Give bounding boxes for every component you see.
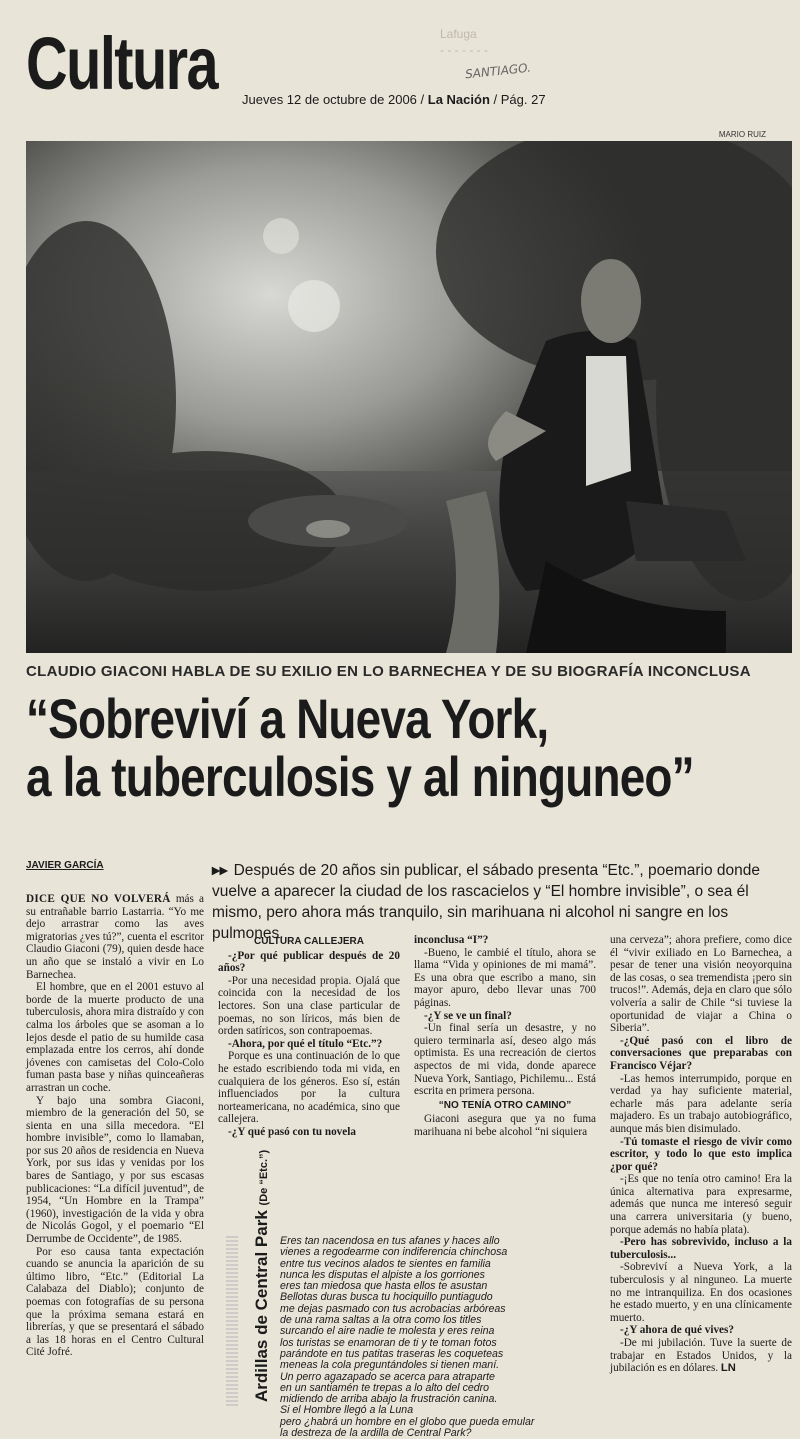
question: inconclusa “I”? <box>414 934 489 946</box>
headline-line-2: a la tuberculosis y al ninguneo” <box>26 745 694 808</box>
paragraph: Por eso causa tanta expectación cuando se anuncia la aparición de su último libro, “Etc.” (Editorial La Calabaza del Diablo); conjunto de poemas con fotografías de su persona que la próxima semana estará en librerías, y que se presentará el sábado a las 18 horas en el Centro Cultural Cité Jofré. <box>26 1245 204 1359</box>
dateline: Jueves 12 de octubre de 2006 / La Nación / Pág. 27 <box>242 92 546 107</box>
deck-text: Después de 20 años sin publicar, el sábado presenta “Etc.”, poemario donde vuelve a aparecer la ciudad de los rascacielos y “El hombre invisible”, o sea él mismo, pero ahora más tranquilo, sin marihuana ni alcohol ni sangre en los pulmones. <box>212 862 761 942</box>
paragraph: Giaconi asegura que ya no fuma marihuana ni bebe alcohol “ni siquiera <box>414 1113 596 1138</box>
poem-line: Bellotas duras busca tu hociquillo puntiagudo <box>280 1291 493 1304</box>
poem-line: entre tus vecinos alados te sientes en familia <box>280 1257 491 1270</box>
poem-line: Eres tan nacendosa en tus afanes y haces allo <box>280 1235 500 1247</box>
question: -Tú tomaste el riesgo de vivir como escritor, y todo lo que esto implica ¿por qué? <box>610 1135 792 1173</box>
answer: -Sobreviví a Nueva York, a la tuberculosis y al ninguneo. La muerte no me intranquiliza. En dos ocasiones he estado muerto, y en una clínicamente muerto. <box>610 1261 792 1324</box>
question: -¿Y ahora de qué vives? <box>620 1324 734 1337</box>
answer: -Las hemos interrumpido, porque en verdad ya hay suficiente material, echarle más para adelante sería majadero. Es un trabajo autobiográfico, aunque más bien disimulado. <box>610 1072 792 1135</box>
poem-title-text: Ardillas de Central Park <box>252 1210 271 1402</box>
page-number: Pág. 27 <box>500 92 546 107</box>
poem-line: eres tan miedosa que hasta ellos te asustan <box>280 1280 488 1293</box>
question: -¿Y qué pasó con tu novela <box>228 1125 356 1138</box>
column-3 <box>414 934 596 1139</box>
answer: -Bueno, le cambié el título, ahora se llama “Vida y opiniones de mi mamá”. Es una obra que escribo a mano, sin mayor apuro, debo llevar unas 700 páginas. <box>414 946 596 1009</box>
poem-line: de una rama saltas a la otra como los titles <box>280 1314 482 1327</box>
byline: JAVIER GARCÍA <box>26 860 104 871</box>
question: -¿Y se ve un final? <box>424 1009 512 1022</box>
article-deck <box>212 860 792 944</box>
poem-line: nunca les disputas el alpiste a los gorriones <box>280 1268 485 1281</box>
answer: -Un final sería un desastre, y no quiero terminarla así, deseo algo más optimista. Es una recreación de ciertos aspectos de mi vida, donde aparece Nueva York, Santiago, Pichilemu... Está escrita en primera persona. <box>414 1022 596 1098</box>
poem-line: surcando el aire nadie te molesta y eres reina <box>280 1325 495 1338</box>
poem-line: me dejas pasmado con tus acrobacias arbóreas <box>280 1302 506 1315</box>
handwritten-note: SANTIAGO. <box>464 60 532 82</box>
issue-date: Jueves 12 de octubre de 2006 <box>242 92 417 107</box>
lead-in: DICE QUE NO VOLVERÁ <box>26 893 171 905</box>
poem-line: parándote en tus patitas traseras les coqueteas <box>280 1347 504 1360</box>
paragraph: una cerveza”; ahora prefiere, como dice él “vivir exiliado en Lo Barnechea, a pesar de tener una visión neoyorquina de las cosas, o sea tremendista ¡pero sin trucos!”. Además, deja en claro que sólo volvería a salir de Chile “si tuviese la oportunidad de viajar a China o Siberia”. <box>610 934 792 1035</box>
main-photo <box>26 141 792 653</box>
poem-line: los turistas se enamoran de ti y te toman fotos <box>280 1336 497 1349</box>
poem-line: Un perro agazapado se acerca para atraparte <box>280 1370 495 1383</box>
bleed-through-text: Lafuga - - - - - - - <box>440 27 488 57</box>
poem-line: Si el Hombre llegó a la Luna <box>280 1404 414 1417</box>
deck-arrow-icon: ▸▸ <box>212 862 228 879</box>
poem-title-note: (De “Etc.”) <box>258 1149 270 1206</box>
article-kicker: CLAUDIO GIACONI HABLA DE SU EXILIO EN LO BARNECHEA Y DE SU BIOGRAFÍA INCONCLUSA <box>26 663 751 680</box>
subhead: “NO TENÍA OTRO CAMINO” <box>438 1099 572 1111</box>
signoff: LN <box>720 1362 736 1375</box>
answer: -De mi jubilación. Tuve la suerte de trabajar en Estados Unidos, y la jubilación es en dólares. LN <box>610 1337 792 1375</box>
question: -¿Por qué publicar después de 20 años? <box>218 949 400 975</box>
headline-line-1: “Sobreviví a Nueva York, <box>26 687 549 750</box>
answer: -Por una necesidad propia. Ojalá que coincida con la necesidad de los lectores. Son una clase particular de poemas, no son líricos, más bien de orden satíricos, son contrapoemas. <box>218 974 400 1038</box>
subhead: CULTURA CALLEJERA <box>254 936 364 947</box>
column-4 <box>610 934 792 1375</box>
poem-title <box>222 1149 271 1412</box>
column-2 <box>218 934 400 1139</box>
poem-line: meneas la cola preguntándoles si tienen maní. <box>280 1359 500 1372</box>
photo-credit: MARIO RUIZ <box>718 130 766 139</box>
newspaper-name: La Nación <box>427 92 490 107</box>
poem-line: midiendo de arriba abajo la frustración canina. <box>280 1393 498 1406</box>
poem-line: en un santiamén te trepas a lo alto del cedro <box>280 1381 490 1394</box>
poem-line: pero ¿habrá un hombre en el globo que pueda emular <box>280 1415 535 1428</box>
answer: Porque es una continuación de lo que he estado escribiendo toda mi vida, en cualquiera de los géneros. Eso sí, están influenciados por la cultura norteamericana, no académica, sino que callejera. <box>218 1050 400 1126</box>
question: -¿Qué pasó con el libro de conversaciones que preparabas con Francisco Véjar? <box>610 1034 792 1072</box>
paragraph: El hombre, que en el 2001 estuvo al borde de la muerte producto de una tuberculosis, ahora mira distraído y con calma los árboles que se asoman a lo lejos desde el patio de su humilde casa emplazada entre los cerros, ahí donde jóvenes con camisetas del Colo-Colo fuman pasta base y niñas quinceañeras arrastran un coche. <box>26 981 204 1094</box>
question: -Pero has sobrevivido, incluso a la tuberculosis... <box>610 1236 792 1261</box>
article-headline <box>26 687 789 808</box>
column-1 <box>26 893 204 1359</box>
answer: -¡Es que no tenía otro camino! Era la única alternativa para expresarme, además que nunca me interesó seguir una carrera universitaria (y bueno, porque además no había plata). <box>610 1173 792 1236</box>
paragraph: DICE QUE NO VOLVERÁ más a su entrañable barrio Lastarria. “Yo me dejo arrastrar como las aves migratorias ¿ves tú?”, cuenta el escritor Claudio Giaconi (79), quien desde hace un año que se instaló a vivir en Lo Barnechea. <box>26 893 205 981</box>
poem-line: la destreza de la ardilla de Central Park? <box>280 1427 472 1439</box>
poem-text <box>280 1236 600 1439</box>
poem-line: vienes a regodearme con indiferencia chinchosa <box>280 1246 508 1259</box>
question: -Ahora, por qué el título “Etc.”? <box>228 1037 383 1050</box>
paragraph: Y bajo una sombra Giaconi, miembro de la generación del 50, se sienta en una silla mecedora. “El hombre invisible”, como lo llamaban, por sus 20 años de residencia en Nueva York, por sus idas y venidas por los bares de Santiago, y por sus escasas publicaciones: “La difícil juventud”, de 1954, “Un Hombre en la Trampa” (1960), investigación de la vida y obra de Nicolás Gogol, y el poemario “El Derrumbe de Occidente”, de 1985. <box>26 1094 204 1246</box>
section-title: Cultura <box>26 22 218 105</box>
